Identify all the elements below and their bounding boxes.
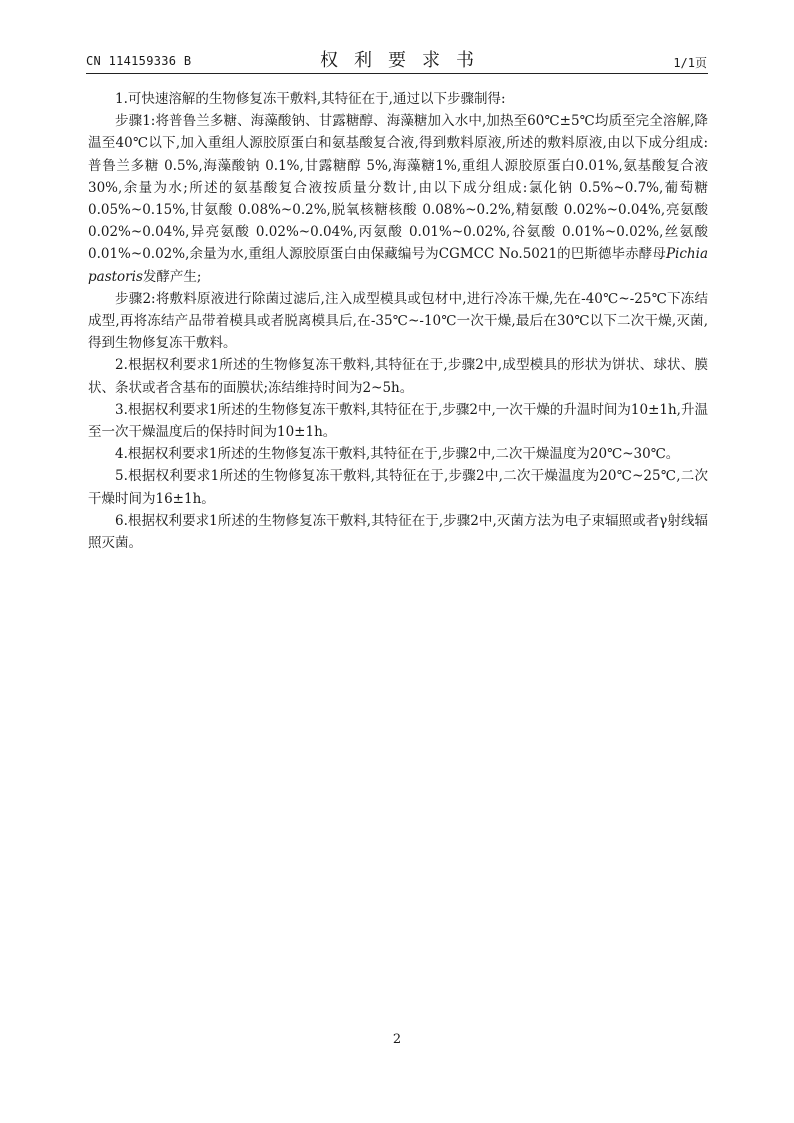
page-label: 1/1页 xyxy=(673,56,707,70)
claim-4: 4.根据权利要求1所述的生物修复冻干敷料,其特征在于,步骤2中,二次干燥温度为20℃~30℃。 xyxy=(115,446,680,463)
step-1-tail: 发酵产生; xyxy=(142,268,202,285)
claims-body xyxy=(88,88,708,554)
claim-6: 6.根据权利要求1所述的生物修复冻干敷料,其特征在于,步骤2中,灭菌方法为电子束辐照或者γ射线辐照灭菌。 xyxy=(88,512,708,552)
patent-number: CN 114159336 B xyxy=(86,54,192,68)
claim-5: 5.根据权利要求1所述的生物修复冻干敷料,其特征在于,步骤2中,二次干燥温度为20℃~25℃,二次干燥时间为16±1h。 xyxy=(88,468,708,507)
species-name: Pichia pastoris xyxy=(88,246,708,285)
claim-3: 3.根据权利要求1所述的生物修复冻干敷料,其特征在于,步骤2中,一次干燥的升温时间为10±1h,升温至一次干燥温度后的保持时间为10±1h。 xyxy=(88,401,708,441)
document-title: 权利要求书 xyxy=(320,50,490,71)
page-number: 2 xyxy=(392,1032,402,1047)
claim-2: 2.根据权利要求1所述的生物修复冻干敷料,其特征在于,步骤2中,成型模具的形状为饼状、球状、膜状、条状或者含基布的面膜状;冻结维持时间为2~5h。 xyxy=(88,357,708,396)
claim-1-step-1 xyxy=(88,110,708,288)
header-divider xyxy=(86,73,708,74)
step-1-text: 步骤1:将普鲁兰多糖、海藻酸钠、甘露糖醇、海藻糖加入水中,加热至60℃±5℃均质至完全溶解,降温至40℃以下,加入重组人源胶原蛋白和氨基酸复合液,得到敷料原液,所述的敷料原液,由以下成分组成:普鲁兰多糖 0.5%,海藻酸钠 0.1%,甘露糖醇 5%,海藻糖1%,重组人源胶原蛋白0.01%,氨基酸复合液30%,余量为水;所述的氨基酸复合液按质量分数计,由以下成分组成:氯化钠 0.5%~0.7%,葡萄糖 0.05%~0.15%,甘氨酸 0.08%~0.2%,脱氧核糖核酸 0.08%~0.2%,精氨酸 0.02%~0.04%,亮氨酸 0.02%~0.04%,异亮氨酸 0.02%~0.04%,丙氨酸 0.01%~0.02%,谷氨酸 0.01%~0.02%,丝氨酸 0.01%~0.02%,余量为水,重组人源胶原蛋白由保藏编号为CGMCC No.5021的巴斯德毕赤酵母 xyxy=(88,113,708,263)
claim-1-intro: 1.可快速溶解的生物修复冻干敷料,其特征在于,通过以下步骤制得: xyxy=(115,91,506,107)
claim-1-step-2: 步骤2:将敷料原液进行除菌过滤后,注入成型模具或包材中,进行冷冻干燥,先在-40℃~-25℃下冻结成型,再将冻结产品带着模具或者脱离模具后,在-35℃~-10℃一次干燥,最后在30℃以下二次干燥,灭菌,得到生物修复冻干敷料。 xyxy=(88,290,708,352)
